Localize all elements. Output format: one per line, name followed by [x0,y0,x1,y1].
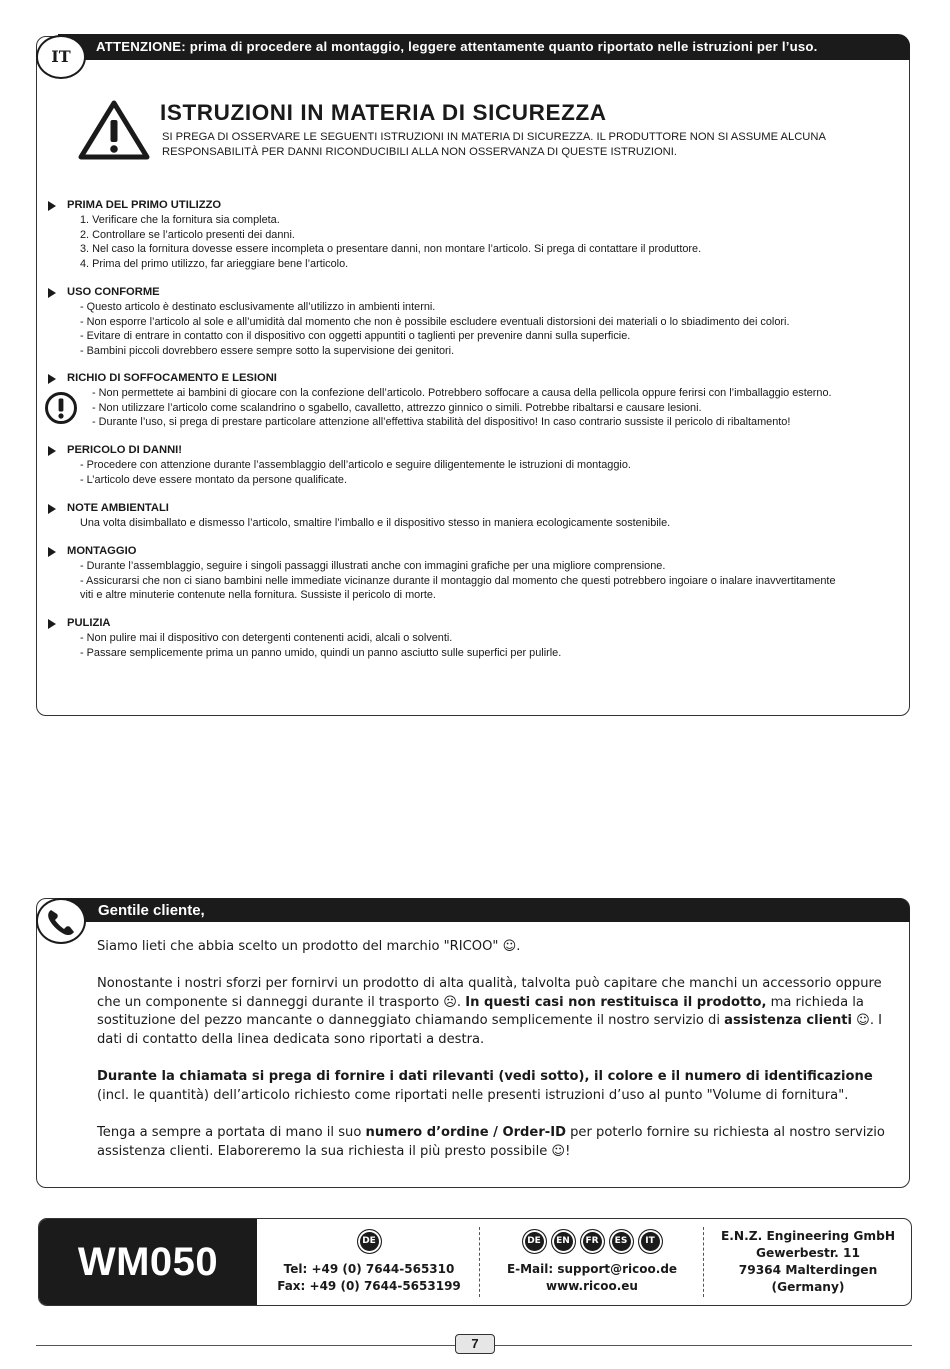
list-item: Una volta disimballato e dismesso l’articolo, smaltire l’imballo e il dispositivo stesso in maniera ecologicamente sostenibile. [80,517,671,529]
arrow-bullet-icon [48,619,56,629]
list-item: - Procedere con attenzione durante l’assemblaggio dell’articolo e seguire diligentemente le istruzioni di montaggio. [80,459,631,471]
arrow-bullet-icon [48,374,56,384]
safety-intro-line: SI PREGA DI OSSERVARE LE SEGUENTI ISTRUZIONI IN MATERIA DI SICUREZZA. IL PRODUTTORE NON SI ASSUME ALCUNA [162,131,826,143]
text-segment: ma richieda la sostituzione del pezzo mancante o danneggiato chiamando semplicemente il nostro servizio di [97,994,864,1029]
arrow-bullet-icon [48,446,56,456]
text-segment: (incl. le quantità) dell’articolo richiesto come riportati nelle presenti istruzioni d’uso al punto "Volume di fornitura". [97,1087,849,1103]
arrow-bullet-icon [48,288,56,298]
flag-en-badge: EN [551,1229,576,1254]
flag-it-badge: IT [638,1229,663,1254]
list-item: - Durante l’uso, si prega di prestare particolare attenzione all’effettiva stabilità del dispositivo! In caso contrario sussiste il pericolo di ribaltamento! [92,416,791,428]
text-segment: ☺. I dati di contatto della linea dedicata sono riportati a destra. [97,1013,883,1047]
customer-paragraph [97,1124,897,1161]
arrow-bullet-icon [48,504,56,514]
list-item: - Questo articolo è destinato esclusivamente all’utilizzo in ambienti interni. [80,301,436,313]
list-item: - Non permettete ai bambini di giocare con la confezione dell’articolo. Potrebbero soffocare a causa della pellicola oppure ferirsi con l’imballaggio esterno. [92,387,832,399]
section-heading: PERICOLO DI DANNI! [67,444,182,456]
model-code: WM050 [77,1240,219,1284]
section-heading: PULIZIA [67,617,111,629]
column-divider [703,1227,704,1297]
section-suffocation-risk [48,371,832,430]
text-segment: Tenga a sempre a portata di mano il suo [97,1124,366,1140]
list-item: - Bambini piccoli dovrebbero essere sempre sotto la supervisione dei genitori. [80,344,455,357]
list-item: 4. Prima del primo utilizzo, far arieggiare bene l’articolo. [80,257,349,270]
safety-title: ISTRUZIONI IN MATERIA DI SICUREZZA [160,100,607,125]
safety-header-text: ATTENZIONE: prima di procedere al montaggio, leggere attentamente quanto riportato nelle istruzioni per l’uso. [96,39,818,54]
contact-box [38,1218,912,1306]
section-assembly [48,544,836,603]
email-contact-column [481,1219,703,1305]
customer-paragraph [97,975,897,1049]
fax-number: Fax: +49 (0) 7644-5653199 [277,1279,461,1293]
list-item: - Non utilizzare l’articolo come scalandrino o sgabello, cavalletto, attrezzo ginnico o simili. Potrebbe ribaltarsi e causare lesioni. [92,401,702,414]
customer-message [97,938,897,1180]
section-heading: RICHIO DI SOFFOCAMENTO E LESIONI [67,372,277,384]
section-damage-danger [48,443,631,487]
flag-de-badge: DE [522,1229,547,1254]
city-address: 79364 Malterdingen [738,1263,878,1277]
section-first-use [48,198,701,271]
flag-fr-badge: FR [580,1229,605,1254]
tel-number: Tel: +49 (0) 7644-565310 [283,1262,455,1276]
model-block [39,1219,257,1305]
list-item: viti e altre minuterie contenute nella fornitura. Sussiste il pericolo di morte. [80,589,436,601]
customer-paragraph: Siamo lieti che abbia scelto un prodotto del marchio "RICOO" ☺. [97,939,521,954]
flag-de-badge: DE [357,1229,382,1254]
phone-icon [45,907,77,937]
phone-contact-column [259,1219,479,1305]
list-item: - Durante l’assemblaggio, seguire i singoli passaggi illustrati anche con immagini grafiche per una migliore comprensione. [80,560,666,572]
company-name: E.N.Z. Engineering GmbH [720,1229,896,1243]
safety-intro-line: RESPONSABILITÀ PER DANNI RICONDUCIBILI ALLA NON OSSERVANZA DI QUESTE ISTRUZIONI. [162,146,677,158]
list-item: - Assicurarsi che non ci siano bambini nelle immediate vicinanze durante il montaggio dal momento che questi potrebbero ingoiare o inalare inavvertitamente [80,574,836,587]
language-code: IT [42,41,80,73]
bold-text: Durante la chiamata si prega di fornire i dati rilevanti (vedi sotto), il colore e il numero di identificazione [97,1069,873,1085]
text-segment: per poterlo fornire su richiesta al nostro servizio assistenza clienti. Elaboreremo la sua richiesta il più presto possibile ☺! [97,1124,885,1159]
list-item: - Non esporre l’articolo al sole e all’umidità dal momento che non è possibile escludere eventuali distorsioni dei materiali o lo sbiadimento dei colori. [80,315,790,328]
website-link[interactable]: www.ricoo.eu [546,1279,638,1293]
section-heading: PRIMA DEL PRIMO UTILIZZO [67,199,222,211]
street-address: Gewerbestr. 11 [756,1246,860,1260]
page-number: 7 [455,1334,495,1354]
list-item: 2. Controllare se l’articolo presenti dei danni. [80,228,295,241]
list-item: - Passare semplicemente prima un panno umido, quindi un panno asciutto sulle superfici per pulirle. [80,646,562,659]
email-address[interactable]: E-Mail: support@ricoo.de [506,1262,678,1276]
section-intended-use [48,285,789,358]
column-divider [479,1227,480,1297]
address-column [705,1219,911,1305]
section-environment [48,501,670,531]
bold-text: In questi casi non restituisca il prodotto, [465,994,767,1010]
section-heading: MONTAGGIO [67,545,137,557]
text-segment: Nonostante i nostri sforzi per fornirvi un prodotto di alta qualità, talvolta può capitare che manchi un accessorio oppure che un componente si danneggi durante il trasporto ☹. [97,976,882,1010]
section-heading: NOTE AMBIENTALI [67,502,169,514]
section-heading: USO CONFORME [67,286,160,298]
section-cleaning [48,616,561,660]
list-item: - L’articolo deve essere montato da persone qualificate. [80,473,347,486]
phone-badge [36,898,86,944]
safety-intro [162,130,882,160]
bold-text: numero d’ordine / Order-ID [365,1124,566,1140]
list-item: - Evitare di entrare in contatto con il dispositivo con oggetti appuntiti o taglienti per prevenire danni sulla superficie. [80,330,631,342]
arrow-bullet-icon [48,547,56,557]
list-item: - Non pulire mai il dispositivo con detergenti contenenti acidi, alcali o solventi. [80,632,453,644]
warning-triangle-icon [78,100,150,160]
customer-header-bar [58,898,910,922]
language-badge [36,35,86,79]
list-item: 1. Verificare che la fornitura sia completa. [80,214,280,226]
country: (Germany) [771,1280,845,1294]
customer-paragraph [97,1068,897,1105]
bold-text: assistenza clienti [724,1013,853,1029]
arrow-bullet-icon [48,201,56,211]
flag-es-badge: ES [609,1229,634,1254]
safety-header-bar [58,34,910,60]
customer-header-text: Gentile cliente, [98,902,205,919]
list-item: 3. Nel caso la fornitura dovesse essere incompleta o presentare danni, non montare l’articolo. Si prega di contattare il produttore. [80,243,702,255]
